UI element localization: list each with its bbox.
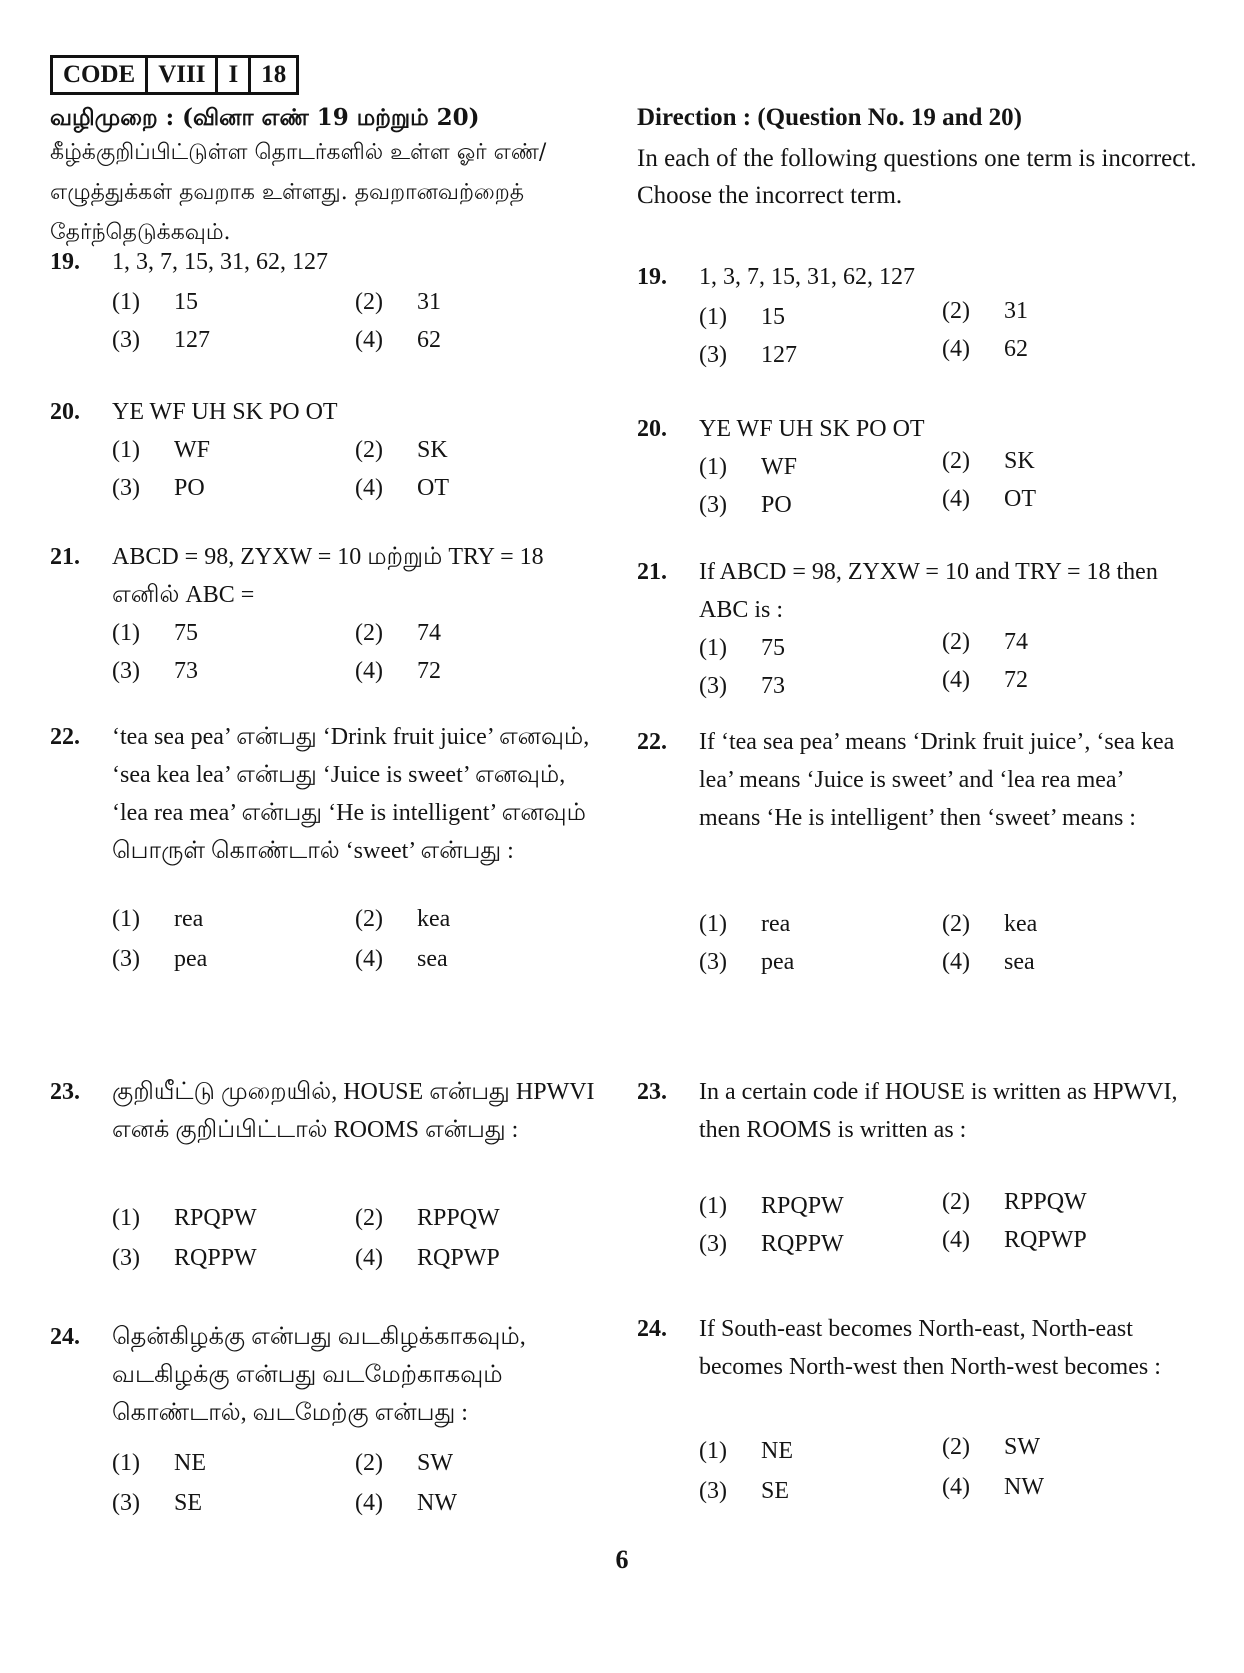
option-2: (2) SW: [355, 1450, 453, 1476]
option-3: (3) RQPPW: [699, 1231, 844, 1257]
question-text: 1, 3, 7, 15, 31, 62, 127: [699, 264, 915, 290]
option-4: (4) RQPWP: [355, 1245, 500, 1271]
direction-title-ta: வழிமுறை : (வினா எண் 19 மற்றும் 20): [50, 104, 480, 131]
option-4: (4) sea: [355, 946, 448, 972]
code-part-3: 18: [261, 61, 287, 88]
option-2: (2) SK: [355, 437, 448, 463]
question-number: 20.: [637, 416, 667, 442]
option-2: (2) kea: [942, 911, 1038, 937]
question-number: 23.: [637, 1079, 667, 1105]
option-1: (1) NE: [112, 1450, 206, 1476]
option-3: (3) SE: [699, 1478, 790, 1504]
option-4: (4) NW: [355, 1490, 457, 1516]
question-text: In a certain code if HOUSE is written as HPWVI, then ROOMS is written as :: [699, 1079, 1178, 1143]
direction-title-en: Direction : (Question No. 19 and 20): [637, 104, 1022, 131]
option-1: (1) 15: [112, 289, 198, 315]
option-4: (4) OT: [942, 486, 1036, 512]
code-box: [50, 55, 299, 95]
code-part-1: VIII: [148, 58, 218, 92]
option-1: (1) 75: [699, 635, 785, 661]
option-2: (2) RPPQW: [942, 1189, 1087, 1215]
option-1: (1) WF: [112, 437, 210, 463]
option-3: (3) 73: [699, 673, 785, 699]
question-number: 21.: [50, 544, 80, 570]
code-label: CODE: [53, 58, 148, 92]
option-4: (4) sea: [942, 949, 1035, 975]
question-text: ‘tea sea pea’ என்பது ‘Drink fruit juice’ எனவும், ‘sea kea lea’ என்பது ‘Juice is sweet’ எனவும், ‘lea rea mea’ என்பது ‘He is intelligent’ எனவும் பொருள் கொண்டால் ‘sweet’ என்பது :: [112, 724, 590, 864]
question-text: If South-east becomes North-east, North-east becomes North-west then North-west becomes :: [699, 1316, 1161, 1380]
question-number: 22.: [50, 724, 80, 750]
option-3: (3) 127: [112, 327, 210, 353]
option-1: (1) rea: [699, 911, 791, 937]
option-2: (2) RPPQW: [355, 1205, 500, 1231]
option-3: (3) SE: [112, 1490, 203, 1516]
option-4: (4) 62: [942, 336, 1028, 362]
option-3: (3) 73: [112, 658, 198, 684]
option-3: (3) PO: [699, 492, 792, 518]
option-3: (3) RQPPW: [112, 1245, 257, 1271]
question-text: If ABCD = 98, ZYXW = 10 and TRY = 18 then ABC is :: [699, 559, 1158, 623]
code-part-2: I: [218, 58, 251, 92]
question-text: YE WF UH SK PO OT: [112, 399, 338, 425]
option-2: (2) 31: [355, 289, 441, 315]
option-2: (2) 74: [355, 620, 441, 646]
option-1: (1) RPQPW: [112, 1205, 257, 1231]
option-3: (3) pea: [699, 949, 795, 975]
option-2: (2) SK: [942, 448, 1035, 474]
option-4: (4) 62: [355, 327, 441, 353]
page-number: 6: [615, 1545, 629, 1574]
option-2: (2) 74: [942, 629, 1028, 655]
question-number: 23.: [50, 1079, 80, 1105]
question-text: YE WF UH SK PO OT: [699, 416, 925, 442]
direction-text-ta: கீழ்க்குறிப்பிட்டுள்ள தொடர்களில் உள்ள ஓர் எண்/எழுத்துக்கள் தவறாக உள்ளது. தவறானவற்றைத் தேர்ந்தெடுக்கவும்.: [50, 140, 547, 245]
question-text: 1, 3, 7, 15, 31, 62, 127: [112, 249, 328, 275]
option-4: (4) OT: [355, 475, 449, 501]
question-number: 20.: [50, 399, 80, 425]
question-number: 24.: [50, 1324, 80, 1350]
option-4: (4) 72: [355, 658, 441, 684]
question-number: 22.: [637, 729, 667, 755]
question-number: 24.: [637, 1316, 667, 1342]
question-number: 19.: [50, 249, 80, 275]
option-1: (1) rea: [112, 906, 204, 932]
option-2: (2) 31: [942, 298, 1028, 324]
option-1: (1) NE: [699, 1438, 793, 1464]
question-text: குறியீட்டு முறையில், HOUSE என்பது HPWVI எனக் குறிப்பிட்டால் ROOMS என்பது :: [112, 1079, 595, 1143]
question-number: 21.: [637, 559, 667, 585]
option-1: (1) RPQPW: [699, 1193, 844, 1219]
option-2: (2) kea: [355, 906, 451, 932]
option-4: (4) NW: [942, 1474, 1044, 1500]
option-3: (3) 127: [699, 342, 797, 368]
option-1: (1) WF: [699, 454, 797, 480]
option-1: (1) 15: [699, 304, 785, 330]
option-3: (3) pea: [112, 946, 208, 972]
option-4: (4) 72: [942, 667, 1028, 693]
option-2: (2) SW: [942, 1434, 1040, 1460]
question-text: தென்கிழக்கு என்பது வடகிழக்காகவும், வடகிழக்கு என்பது வடமேற்காகவும் கொண்டால், வடமேற்கு என்பது :: [112, 1324, 526, 1426]
option-1: (1) 75: [112, 620, 198, 646]
option-3: (3) PO: [112, 475, 205, 501]
question-number: 19.: [637, 264, 667, 290]
question-text: If ‘tea sea pea’ means ‘Drink fruit juice’, ‘sea kea lea’ means ‘Juice is sweet’ and ‘lea rea mea’ means ‘He is intelligent’ then ‘sweet’ means :: [699, 729, 1175, 831]
option-4: (4) RQPWP: [942, 1227, 1087, 1253]
direction-text-en: In each of the following questions one term is incorrect. Choose the incorrect term.: [637, 145, 1197, 209]
question-text: ABCD = 98, ZYXW = 10 மற்றும் TRY = 18 எனில் ABC =: [112, 544, 544, 608]
